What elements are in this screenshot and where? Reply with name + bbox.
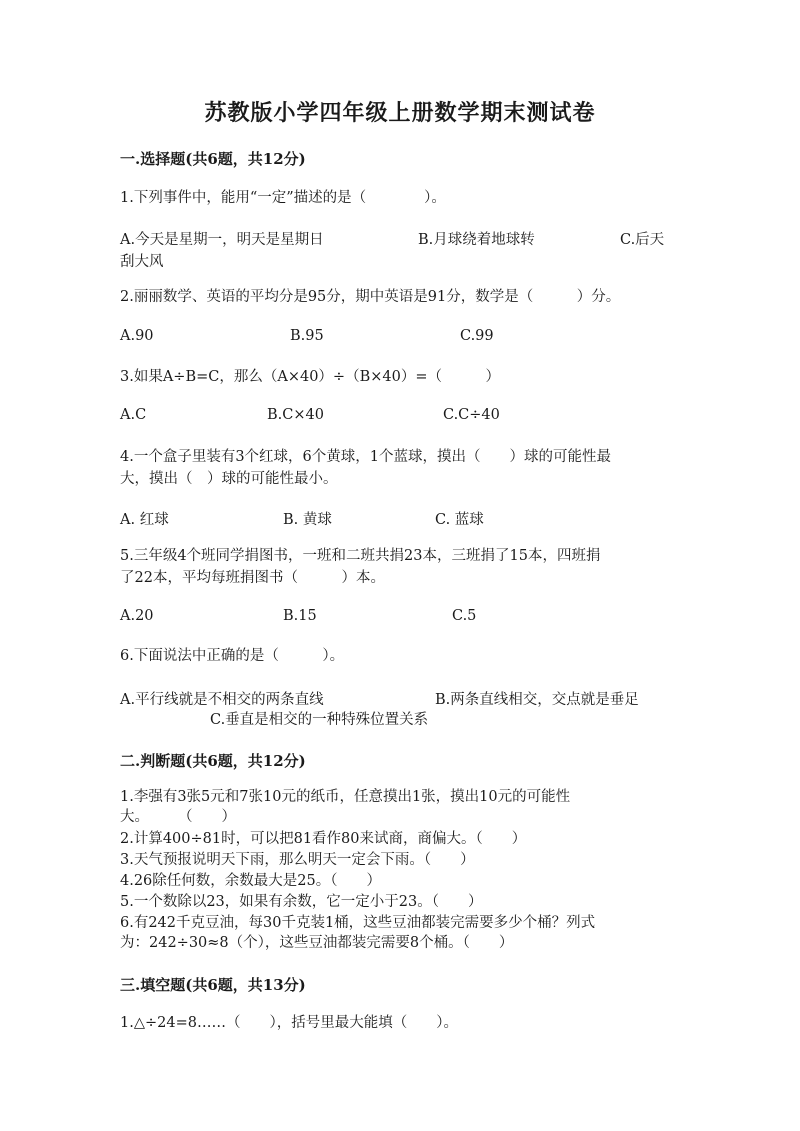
- question-stem: 1.下列事件中，能用“一定”描述的是（ ）。: [120, 190, 446, 206]
- statement: 5.一个数除以23，如果有余数，它一定小于23。（ ）: [120, 894, 483, 910]
- option-b: B.两条直线相交，交点就是垂足: [435, 692, 639, 708]
- question-stem-continued: 了22本，平均每班捐图书（ ）本。: [120, 570, 385, 586]
- option-c: C.99: [460, 328, 494, 344]
- option-b: B.C×40: [267, 407, 324, 423]
- option-b: B.15: [283, 608, 317, 624]
- option-c-continued: 刮大风: [120, 254, 164, 270]
- section-heading-choice: 一.选择题(共6题，共12分): [120, 150, 306, 168]
- option-c: C.垂直是相交的一种特殊位置关系: [210, 712, 429, 728]
- statement: 1.李强有3张5元和7张10元的纸币，任意摸出1张，摸出10元的可能性: [120, 789, 571, 805]
- section-heading-judgement: 二.判断题(共6题，共12分): [120, 752, 306, 770]
- option-c: C.5: [452, 608, 477, 624]
- option-c: C.后天: [620, 232, 665, 248]
- option-a: A.今天是星期一，明天是星期日: [120, 232, 324, 248]
- option-a: A.90: [120, 328, 154, 344]
- section-heading-fill-in: 三.填空题(共6题，共13分): [120, 976, 306, 994]
- option-c: C.C÷40: [443, 407, 500, 423]
- statement: 3.天气预报说明天下雨，那么明天一定会下雨。（ ）: [120, 852, 475, 868]
- statement-continued: 为：242÷30≈8（个），这些豆油都装完需要8个桶。（ ）: [120, 935, 514, 951]
- option-a: A.平行线就是不相交的两条直线: [120, 692, 324, 708]
- page-title: 苏教版小学四年级上册数学期末测试卷: [204, 100, 596, 126]
- option-b: B.95: [290, 328, 324, 344]
- option-a: A.20: [120, 608, 154, 624]
- option-b: B. 黄球: [283, 512, 332, 528]
- question-stem: 2.丽丽数学、英语的平均分是95分，期中英语是91分，数学是（ ）分。: [120, 289, 621, 305]
- option-a: A. 红球: [120, 512, 169, 528]
- option-b: B.月球绕着地球转: [418, 232, 535, 248]
- fill-in-question: 1.△÷24=8……（ ），括号里最大能填（ ）。: [120, 1015, 458, 1031]
- option-c: C. 蓝球: [435, 512, 484, 528]
- question-stem-continued: 大，摸出（ ）球的可能性最小。: [120, 471, 338, 487]
- question-stem: 6.下面说法中正确的是（ ）。: [120, 648, 345, 664]
- statement-continued: 大。 （ ）: [120, 809, 236, 825]
- statement: 4.26除任何数，余数最大是25。（ ）: [120, 873, 381, 889]
- statement: 6.有242千克豆油，每30千克装1桶，这些豆油都装完需要多少个桶？列式: [120, 915, 596, 931]
- question-stem: 5.三年级4个班同学捐图书，一班和二班共捐23本，三班捐了15本，四班捐: [120, 548, 601, 564]
- option-a: A.C: [120, 407, 147, 423]
- question-stem: 4.一个盒子里装有3个红球，6个黄球，1个蓝球，摸出（ ）球的可能性最: [120, 449, 612, 465]
- question-stem: 3.如果A÷B=C，那么（A×40）÷（B×40）=（ ）: [120, 369, 500, 385]
- statement: 2.计算400÷81时，可以把81看作80来试商，商偏大。（ ）: [120, 831, 527, 847]
